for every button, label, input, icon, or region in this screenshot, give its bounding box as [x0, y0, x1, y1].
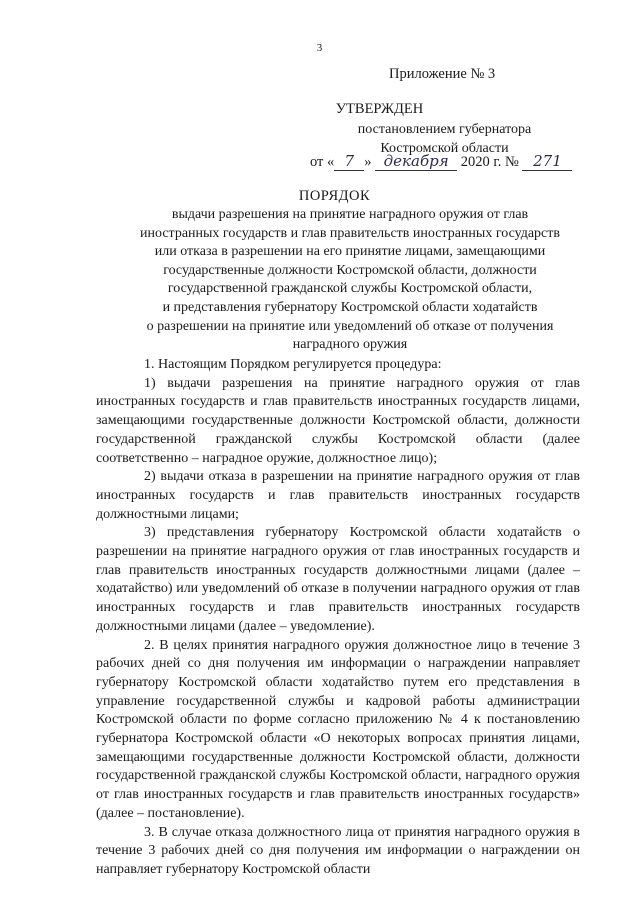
subtitle-line: о разрешении на принятие или уведомлений об отказе от получения — [146, 318, 554, 334]
date-prefix: от « — [310, 154, 335, 170]
document-number-handwritten: 271 — [522, 152, 572, 171]
approval-authority-line: постановлением губернатора — [357, 122, 532, 137]
subtitle-line: или отказа в разрешении на его принятие лицами, замещающими — [154, 244, 546, 260]
subtitle-line: и представления губернатору Костромской области ходатайств — [162, 299, 538, 315]
date-year: 2020 г. № — [460, 154, 519, 170]
subtitle-line: иностранных государств и глав правительств иностранных государств — [139, 225, 560, 241]
date-day-handwritten: 7 — [334, 152, 364, 171]
paragraph: 2. В целях принятия наградного оружия должностное лицо в течение 3 рабочих дней со дня получения им информации о награждении направляет губернатору Костромской области ходатайство путем его представления в управление государственной службы и кадровой работы администрации Костромской области по форме согласно приложению № 4 к постановлению губернатора Костромской области «О некоторых вопросах принятия лицами, замещающими государственные должности Костромской области, должности государственной гражданской службы Костромской области, наградного оружия от глав иностранных государств и глав правительств иностранных государств» (далее – постановление). — [96, 637, 580, 821]
approval-date-line — [310, 152, 572, 171]
approval-stamp-title: УТВЕРЖДЕН — [335, 101, 424, 117]
date-quote-close: » — [364, 154, 372, 170]
paragraph: 3) представления губернатору Костромской области ходатайств о разрешении на принятие наградного оружия от глав иностранных государств и глав правительств иностранных государств должностными лицами (далее – ходатайство) или уведомлений об отказе в получении наградного оружия от глав иностранных государств и глав правительств иностранных государств должностными лицами (далее – уведомление). — [96, 525, 580, 634]
subtitle-line: выдачи разрешения на принятие наградного оружия от глав — [171, 207, 529, 222]
subtitle-line: государственной гражданской службы Костромской области, — [167, 281, 533, 297]
paragraph: 1. Настоящим Порядком регулируется процедура: — [144, 357, 442, 372]
subtitle-line: государственные должности Костромской области, должности — [163, 262, 537, 278]
annex-label: Приложение № 3 — [389, 66, 496, 82]
subtitle-line: наградного оружия — [292, 337, 408, 353]
page-number: 3 — [316, 42, 323, 54]
document-subtitle — [95, 206, 605, 355]
date-month-handwritten: декабря — [375, 152, 457, 171]
paragraph: 1) выдачи разрешения на принятие наградного оружия от глав иностранных государств и глав правительств иностранных государств лицами, замещающими государственные должности Костромской области, должности государственной гражданской службы Костромской области (далее соответственно – наградное оружие, должностное лицо); — [96, 375, 580, 466]
document-title: ПОРЯДОК — [298, 188, 371, 204]
approval-authority-line: Костромской области — [380, 141, 509, 156]
paragraph: 2) выдачи отказа в разрешении на принятие наградного оружия от глав иностранных государств и глав правительств иностранных государств должностными лицами; — [96, 469, 580, 522]
document-body — [96, 356, 580, 880]
paragraph: 3. В случае отказа должностного лица от принятия наградного оружия в течение 3 рабочих дней со дня получения им информации о награждении он направляет губернатору Костромской области — [96, 824, 580, 877]
